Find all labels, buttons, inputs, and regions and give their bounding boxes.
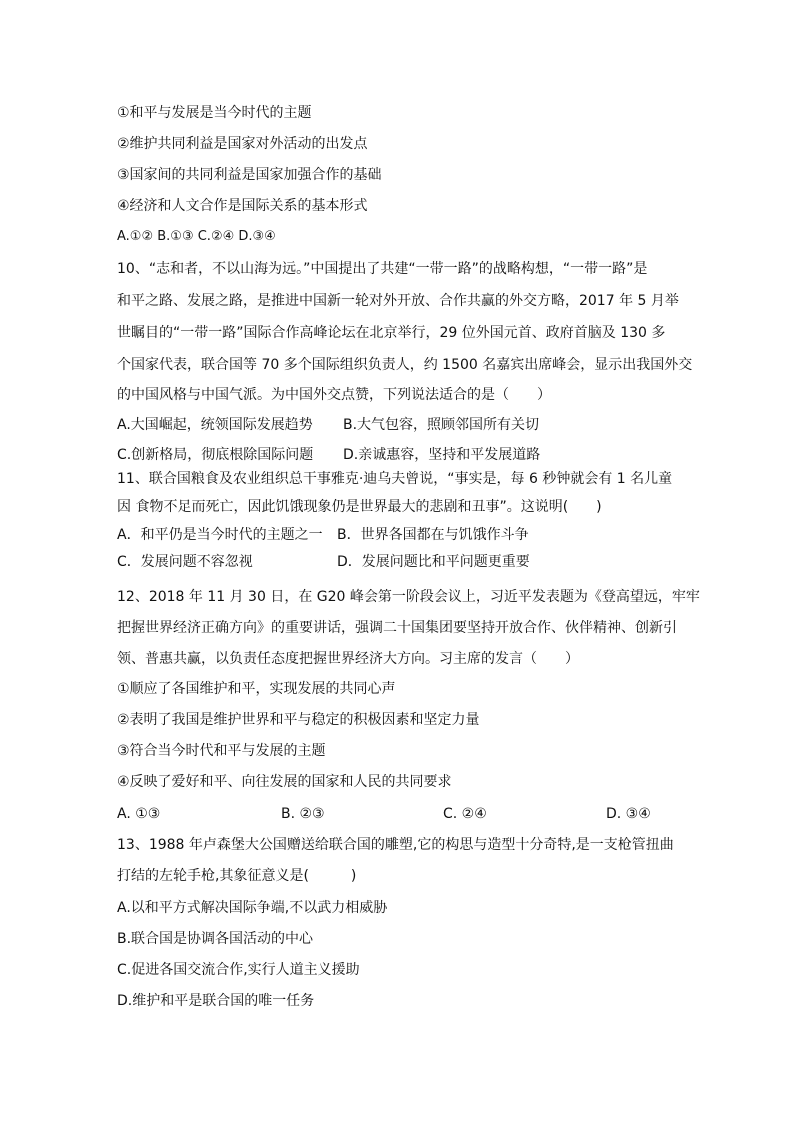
q10-option-a: A.大国崛起，统领国际发展趋势 (117, 417, 313, 433)
q11-option-b: B．世界各国都在与饥饿作斗争 (337, 527, 529, 543)
q12-stem-line-2: 把握世界经济正确方向》的重要讲话，强调二十国集团要坚持开放合作、伙伴精神、创新引 (117, 620, 677, 636)
q12-option-d: D. ③④ (606, 806, 651, 822)
q10-stem-line-4: 个国家代表，联合国等 70 多个国际组织负责人，约 1500 名嘉宾出席峰会，显示出我国外交 (117, 357, 693, 373)
q13-option-d: D.维护和平是联合国的唯一任务 (117, 993, 315, 1009)
q10-stem-line-3: 世瞩目的“一带一路”国际合作高峰论坛在北京举行，29 位外国元首、政府首脑及 130 多 (117, 325, 666, 341)
q12-option-c: C. ②④ (443, 806, 487, 822)
q9-item-4: ④经济和人文合作是国际关系的基本形式 (117, 198, 368, 214)
q12-option-b: B. ②③ (281, 806, 325, 822)
q9-item-3: ③国家间的共同利益是国家加强合作的基础 (117, 167, 382, 183)
q13-option-c: C.促进各国交流合作,实行人道主义援助 (117, 962, 360, 978)
q10-option-d: D.亲诚惠容，坚持和平发展道路 (343, 447, 541, 463)
q12-item-4: ④反映了爱好和平、向往发展的国家和人民的共同要求 (117, 774, 452, 790)
q11-stem-line-1: 11、联合国粮食及农业组织总干事雅克·迪乌夫曾说，“事实是，每 6 秒钟就会有 1 名儿童 (117, 471, 673, 487)
q10-stem-line-5: 的中国风格与中国气派。为中国外交点赞，下列说法适合的是（ ） (117, 387, 551, 403)
q9-item-2: ②维护共同利益是国家对外活动的出发点 (117, 136, 368, 152)
q12-item-3: ③符合当今时代和平与发展的主题 (117, 743, 326, 759)
q13-option-a: A.以和平方式解决国际争端,不以武力相威胁 (117, 900, 388, 916)
q12-stem-line-3: 领、普惠共赢，以负责任态度把握世界经济大方向。习主席的发言（ ） (117, 651, 579, 667)
q11-option-a: A．和平仍是当今时代的主题之一 (117, 527, 323, 543)
q10-option-b: B.大气包容，照顾邻国所有关切 (343, 417, 540, 433)
q11-option-c: C．发展问题不容忽视 (117, 554, 253, 570)
q10-stem-line-2: 和平之路、发展之路，是推进中国新一轮对外开放、合作共赢的外交方略，2017 年 5 月举 (117, 293, 679, 309)
q12-item-1: ①顺应了各国维护和平，实现发展的共同心声 (117, 681, 396, 697)
q12-stem-line-1: 12、2018 年 11 月 30 日，在 G20 峰会第一阶段会议上，习近平发表题为《登高望远，牢牢 (117, 589, 700, 605)
q12-item-2: ②表明了我国是维护世界和平与稳定的积极因素和坚定力量 (117, 712, 480, 728)
q12-option-a: A. ①③ (117, 806, 161, 822)
q13-option-b: B.联合国是协调各国活动的中心 (117, 931, 314, 947)
q13-stem-line-1: 13、1988 年卢森堡大公国赠送给联合国的雕塑,它的构思与造型十分奇特,是一支枪管扭曲 (117, 837, 674, 853)
q10-option-c: C.创新格局，彻底根除国际问题 (117, 447, 314, 463)
q9-item-1: ①和平与发展是当今时代的主题 (117, 105, 312, 121)
q11-option-d: D．发展问题比和平问题更重要 (337, 554, 530, 570)
q13-stem-line-2: 打结的左轮手枪,其象征意义是( ) (117, 868, 357, 884)
q9-answer-options: A.①② B.①③ C.②④ D.③④ (117, 229, 276, 244)
q11-stem-line-2: 因 食物不足而死亡，因此饥饿现象仍是世界最大的悲剧和丑事”。这说明( ) (117, 499, 602, 515)
q10-stem-line-1: 10、“志和者，不以山海为远。”中国提出了共建“一带一路”的战略构想，“一带一路”是 (117, 261, 648, 277)
